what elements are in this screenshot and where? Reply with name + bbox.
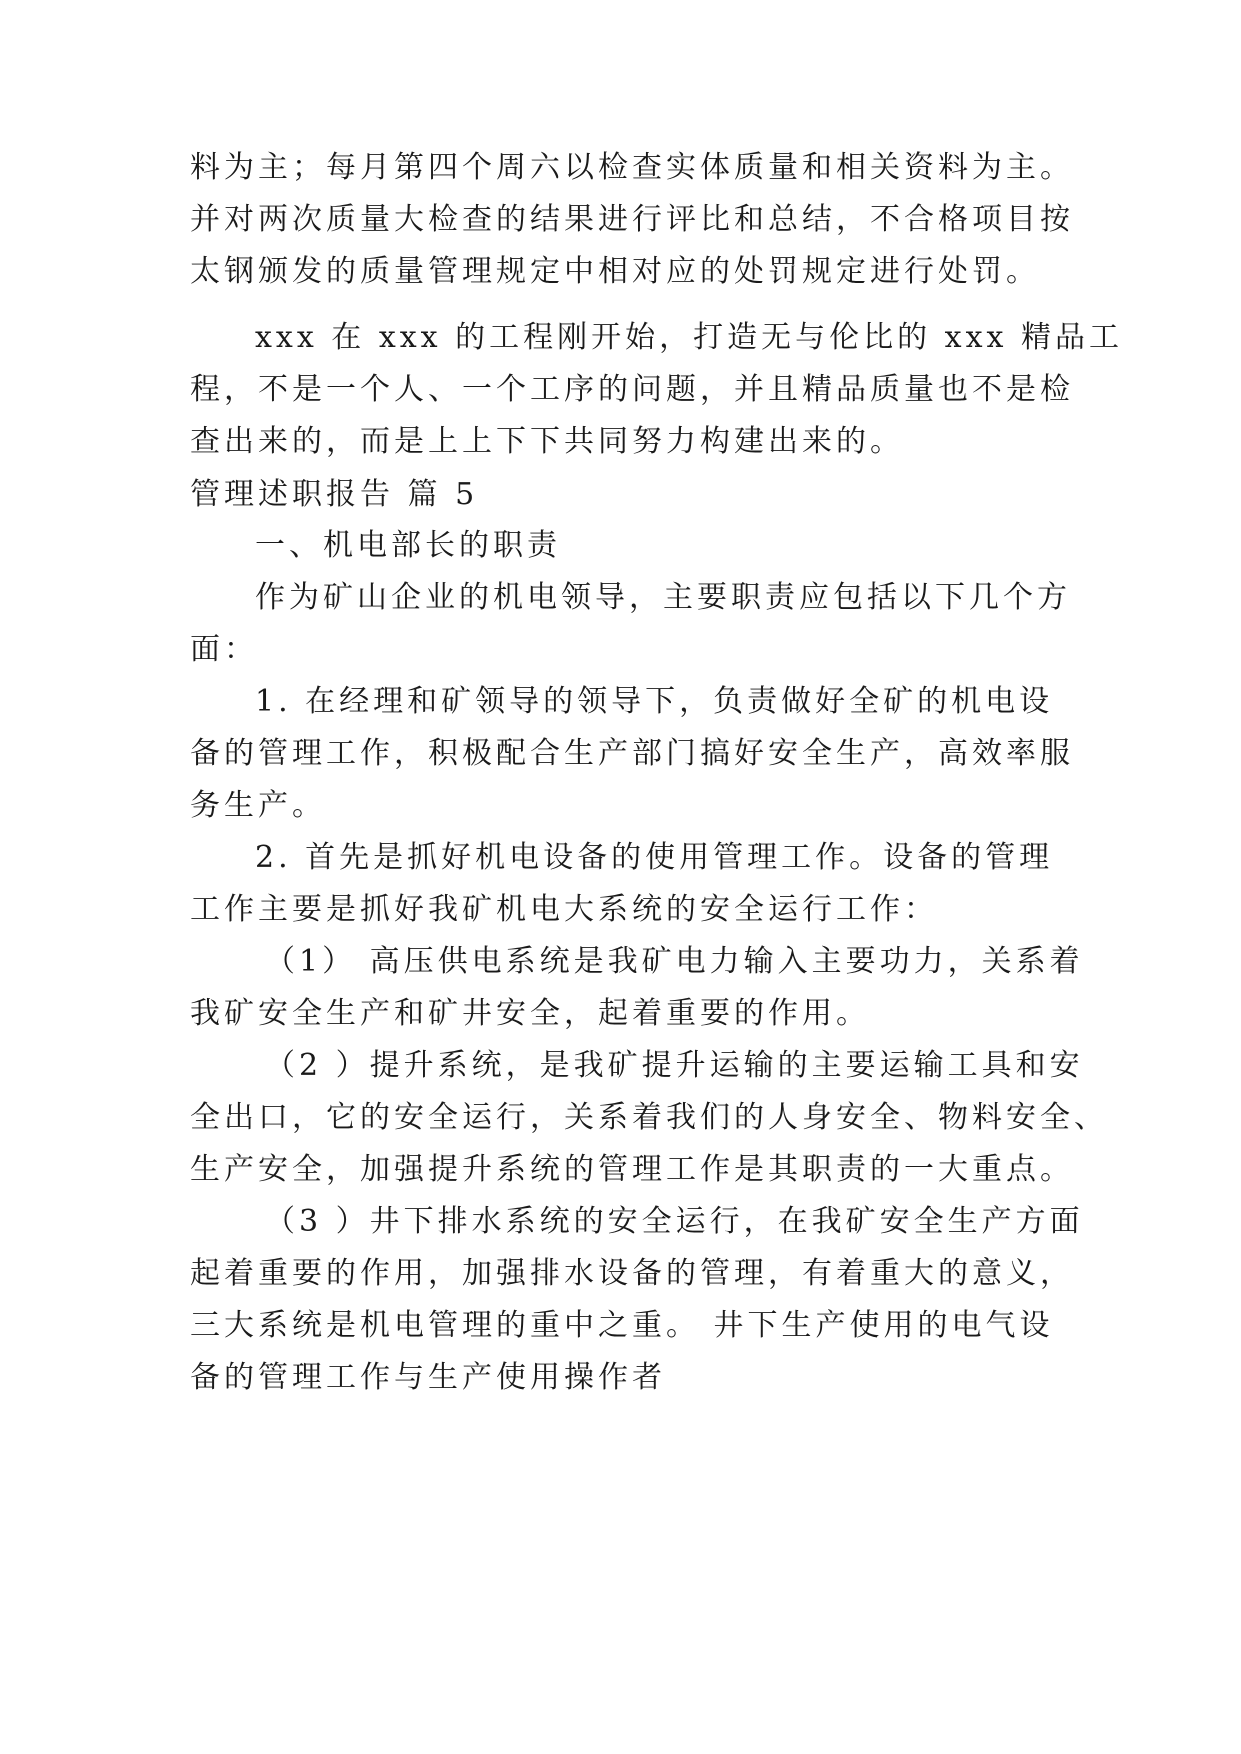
text-line-16: （1） 高压供电系统是我矿电力输入主要功力，关系着 xyxy=(265,944,1084,979)
text-line-15: 工作主要是抓好我矿机电大系统的安全运行工作： xyxy=(190,892,938,927)
text-line-10: 面： xyxy=(190,632,258,667)
text-line-22: 起着重要的作用，加强排水设备的管理，有着重大的意义， xyxy=(190,1256,1074,1291)
text-line-19: 全出口，它的安全运行，关系着我们的人身安全、物料安全、 xyxy=(190,1100,1108,1135)
text-line-24: 备的管理工作与生产使用操作者 xyxy=(190,1360,666,1395)
text-line-11: 1. 在经理和矿领导的领导下，负责做好全矿的机电设 xyxy=(255,684,1054,719)
text-line-6: 查出来的，而是上上下下共同努力构建出来的。 xyxy=(190,424,904,459)
section-heading: 管理述职报告 篇 5 xyxy=(190,477,479,512)
text-line-13: 务生产。 xyxy=(190,788,326,823)
text-line-2: 并对两次质量大检查的结果进行评比和总结，不合格项目按 xyxy=(190,202,1074,237)
text-line-9: 作为矿山企业的机电领导，主要职责应包括以下几个方 xyxy=(255,580,1071,615)
text-line-18: （2 ）提升系统，是我矿提升运输的主要运输工具和安 xyxy=(265,1048,1084,1083)
text-line-4: xxx 在 xxx 的工程刚开始，打造无与伦比的 xxx 精品工 xyxy=(255,320,1123,355)
text-line-5: 程，不是一个人、一个工序的问题，并且精品质量也不是检 xyxy=(190,372,1074,407)
text-line-3: 太钢颁发的质量管理规定中相对应的处罚规定进行处罚。 xyxy=(190,254,1040,289)
text-line-23: 三大系统是机电管理的重中之重。 井下生产使用的电气设 xyxy=(190,1308,1054,1343)
text-line-17: 我矿安全生产和矿井安全，起着重要的作用。 xyxy=(190,996,870,1031)
text-line-21: （3 ）井下排水系统的安全运行，在我矿安全生产方面 xyxy=(265,1204,1084,1239)
text-line-12: 备的管理工作，积极配合生产部门搞好安全生产，高效率服 xyxy=(190,736,1074,771)
text-line-8: 一、机电部长的职责 xyxy=(255,528,561,563)
text-line-14: 2. 首先是抓好机电设备的使用管理工作。设备的管理 xyxy=(255,840,1054,875)
text-line-1: 料为主；每月第四个周六以检查实体质量和相关资料为主。 xyxy=(190,150,1074,185)
text-line-20: 生产安全，加强提升系统的管理工作是其职责的一大重点。 xyxy=(190,1152,1074,1187)
